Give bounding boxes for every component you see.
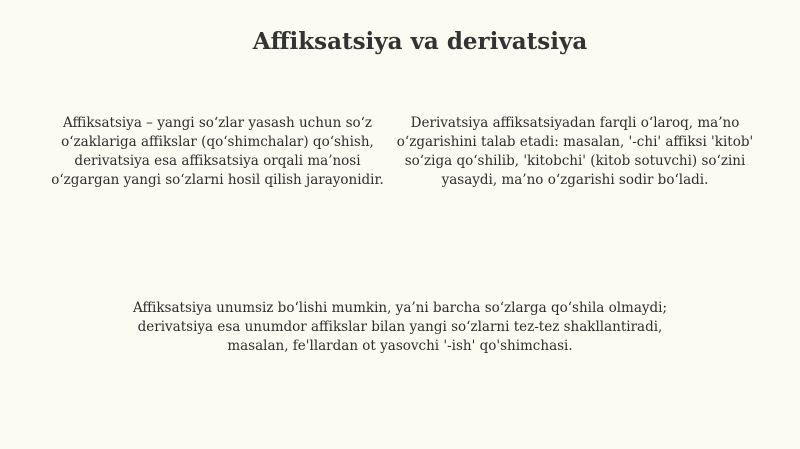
paragraph-productivity-comparison: Affiksatsiya unumsiz boʻlishi mumkin, ya’ni barcha soʻzlarga qoʻshila olmaydi; derivatsiya esa unumdor affikslar bilan yangi soʻzlarni tez-tez shakllantiradi, masalan, fe'llardan ot yasovchi '-ish' qo'shimchasi.	[132, 300, 668, 354]
paragraph-derivation-example: Derivatsiya affiksatsiyadan farqli oʻlaroq, ma’no oʻzgarishini talab etadi: masalan, '-chi' affiksi 'kitob' soʻziga qoʻshilib, 'kitobchi' (kitob sotuvchi) soʻzini yasaydi, ma’no oʻzgarishi sodir boʻladi.	[396, 115, 754, 188]
paragraph-affixation-definition: Affiksatsiya – yangi soʻzlar yasash uchun soʻz oʻzaklariga affikslar (qoʻshimchalar) qoʻshish, derivatsiya esa affiksatsiya orqali ma’nosi oʻzgargan yangi soʻzlarni hosil qilish jarayonidir.	[51, 115, 384, 188]
slide-title: Affiksatsiya va derivatsiya	[252, 28, 588, 55]
